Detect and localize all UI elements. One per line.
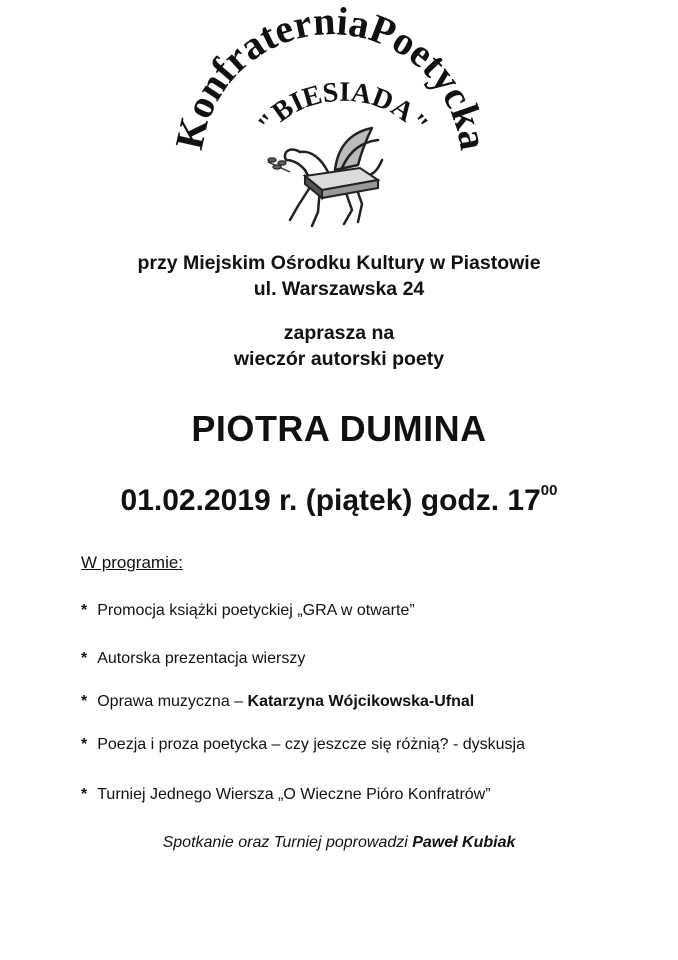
host-institution: przy Miejskim Ośrodku Kultury w Piastowie (137, 252, 541, 274)
invitation-line-2: wieczór autorski poety (233, 348, 445, 370)
event-time-minutes: 00 (540, 482, 558, 499)
logo (0, 0, 678, 250)
logo-arc-text: KonfraterniaPoetycka (166, 0, 497, 154)
host-address: ul. Warszawska 24 (253, 278, 425, 300)
logo-name: "BIESIADA" (251, 76, 435, 140)
footer-note: Spotkanie oraz Turniej poprowadzi Paweł Kubiak (162, 834, 516, 851)
program-item: * Poezja i proza poetycka – czy jeszcze się różnią? - dyskusja (81, 736, 525, 753)
program-item: * Turniej Jednego Wiersza „O Wieczne Pióro Konfratrów” (81, 786, 491, 803)
bullet: * (81, 736, 88, 753)
logo-graphic (0, 0, 678, 250)
bullet: * (81, 693, 88, 710)
event-date-text: 01.02.2019 r. (piątek) godz. 17 (120, 484, 541, 517)
program-item: * Autorska prezentacja wierszy (81, 650, 306, 667)
bullet: * (81, 602, 88, 619)
program-item: * Promocja książki poetyckiej „GRA w otwarte” (81, 602, 415, 619)
bullet: * (81, 786, 88, 803)
invitation-line-1: zaprasza na (283, 322, 395, 344)
event-date (0, 484, 678, 518)
bullet: * (81, 650, 88, 667)
program-heading: W programie: (81, 553, 184, 572)
moderator-name: Paweł Kubiak (412, 834, 516, 851)
program-item: * Oprawa muzyczna – Katarzyna Wójcikowska-Ufnal (81, 693, 475, 710)
book-icon (305, 168, 378, 198)
author-name: PIOTRA DUMINA (191, 408, 487, 449)
musician-name: Katarzyna Wójcikowska-Ufnal (247, 693, 475, 710)
